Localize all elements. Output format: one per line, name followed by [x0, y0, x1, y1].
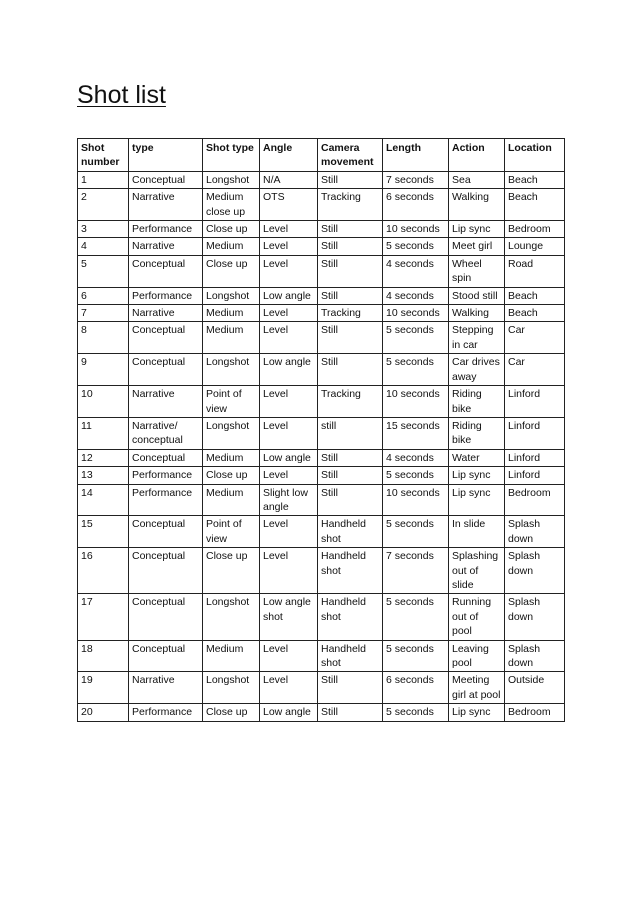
- cell-shot-type: Longshot: [203, 354, 260, 386]
- cell-shot-type: Longshot: [203, 287, 260, 304]
- cell-length: 10 seconds: [383, 484, 449, 516]
- cell-angle: Level: [260, 417, 318, 449]
- cell-shot-number: 3: [78, 221, 129, 238]
- table-row: [78, 704, 565, 721]
- cell-angle: Low angle: [260, 449, 318, 466]
- table-row: [78, 305, 565, 322]
- cell-action: Walking: [449, 189, 505, 221]
- table-row: [78, 238, 565, 255]
- cell-shot-number: 9: [78, 354, 129, 386]
- cell-angle: Level: [260, 467, 318, 484]
- cell-action: Sea: [449, 171, 505, 188]
- cell-action: Meeting girl at pool: [449, 672, 505, 704]
- cell-shot-type: Close up: [203, 704, 260, 721]
- cell-type: Conceptual: [129, 516, 203, 548]
- cell-shot-type: Longshot: [203, 594, 260, 640]
- cell-action: Running out of pool: [449, 594, 505, 640]
- cell-angle: Level: [260, 548, 318, 594]
- cell-action: Car drives away: [449, 354, 505, 386]
- table-row: [78, 672, 565, 704]
- cell-camera-movement: Still: [318, 354, 383, 386]
- table-row: [78, 255, 565, 287]
- cell-action: Wheel spin: [449, 255, 505, 287]
- table-row: [78, 322, 565, 354]
- cell-action: Lip sync: [449, 484, 505, 516]
- cell-camera-movement: Handheld shot: [318, 516, 383, 548]
- cell-length: 10 seconds: [383, 221, 449, 238]
- cell-shot-number: 2: [78, 189, 129, 221]
- cell-shot-number: 10: [78, 386, 129, 418]
- cell-camera-movement: Still: [318, 255, 383, 287]
- cell-location: Bedroom: [505, 484, 565, 516]
- cell-type: Performance: [129, 484, 203, 516]
- cell-type: Performance: [129, 704, 203, 721]
- cell-length: 15 seconds: [383, 417, 449, 449]
- cell-location: Car: [505, 322, 565, 354]
- cell-shot-number: 13: [78, 467, 129, 484]
- cell-type: Narrative: [129, 305, 203, 322]
- cell-type: Narrative/ conceptual: [129, 417, 203, 449]
- cell-length: 4 seconds: [383, 449, 449, 466]
- shot-list-table: [77, 138, 565, 722]
- cell-location: Bedroom: [505, 704, 565, 721]
- table-row: [78, 287, 565, 304]
- cell-camera-movement: Handheld shot: [318, 548, 383, 594]
- cell-camera-movement: Still: [318, 171, 383, 188]
- cell-shot-type: Medium: [203, 305, 260, 322]
- cell-shot-type: Close up: [203, 548, 260, 594]
- cell-shot-number: 20: [78, 704, 129, 721]
- cell-type: Conceptual: [129, 594, 203, 640]
- cell-type: Narrative: [129, 386, 203, 418]
- cell-action: Lip sync: [449, 221, 505, 238]
- cell-camera-movement: Still: [318, 449, 383, 466]
- cell-length: 4 seconds: [383, 287, 449, 304]
- cell-action: Splashing out of slide: [449, 548, 505, 594]
- cell-shot-type: Longshot: [203, 417, 260, 449]
- cell-angle: Level: [260, 386, 318, 418]
- cell-shot-type: Point of view: [203, 386, 260, 418]
- cell-location: Linford: [505, 449, 565, 466]
- cell-length: 10 seconds: [383, 305, 449, 322]
- table-row: [78, 386, 565, 418]
- cell-length: 4 seconds: [383, 255, 449, 287]
- cell-shot-type: Medium: [203, 322, 260, 354]
- cell-angle: Level: [260, 305, 318, 322]
- cell-type: Conceptual: [129, 171, 203, 188]
- cell-length: 6 seconds: [383, 672, 449, 704]
- table-row: [78, 221, 565, 238]
- cell-action: Leaving pool: [449, 640, 505, 672]
- header-angle: Angle: [260, 139, 318, 172]
- cell-length: 10 seconds: [383, 386, 449, 418]
- cell-shot-type: Close up: [203, 467, 260, 484]
- cell-camera-movement: still: [318, 417, 383, 449]
- cell-shot-number: 14: [78, 484, 129, 516]
- header-location: Location: [505, 139, 565, 172]
- table-body: [78, 171, 565, 721]
- cell-camera-movement: Tracking: [318, 305, 383, 322]
- cell-shot-type: Close up: [203, 255, 260, 287]
- cell-shot-number: 1: [78, 171, 129, 188]
- table-row: [78, 594, 565, 640]
- cell-action: Riding bike: [449, 386, 505, 418]
- cell-shot-type: Medium: [203, 449, 260, 466]
- table-row: [78, 548, 565, 594]
- cell-camera-movement: Still: [318, 221, 383, 238]
- cell-shot-number: 11: [78, 417, 129, 449]
- table-header-row: [78, 139, 565, 172]
- cell-length: 5 seconds: [383, 594, 449, 640]
- cell-camera-movement: Still: [318, 672, 383, 704]
- cell-location: Linford: [505, 417, 565, 449]
- cell-action: Walking: [449, 305, 505, 322]
- cell-length: 6 seconds: [383, 189, 449, 221]
- cell-angle: Low angle shot: [260, 594, 318, 640]
- cell-location: Bedroom: [505, 221, 565, 238]
- cell-shot-number: 7: [78, 305, 129, 322]
- cell-angle: Low angle: [260, 287, 318, 304]
- cell-angle: Level: [260, 672, 318, 704]
- cell-length: 7 seconds: [383, 548, 449, 594]
- cell-length: 5 seconds: [383, 704, 449, 721]
- cell-length: 5 seconds: [383, 640, 449, 672]
- cell-location: Beach: [505, 171, 565, 188]
- cell-camera-movement: Tracking: [318, 189, 383, 221]
- cell-angle: Level: [260, 238, 318, 255]
- cell-shot-number: 15: [78, 516, 129, 548]
- cell-shot-number: 12: [78, 449, 129, 466]
- cell-location: Linford: [505, 467, 565, 484]
- cell-camera-movement: Still: [318, 467, 383, 484]
- cell-angle: N/A: [260, 171, 318, 188]
- cell-length: 5 seconds: [383, 516, 449, 548]
- cell-length: 5 seconds: [383, 322, 449, 354]
- cell-angle: Slight low angle: [260, 484, 318, 516]
- cell-type: Conceptual: [129, 255, 203, 287]
- cell-action: Riding bike: [449, 417, 505, 449]
- table-row: [78, 516, 565, 548]
- cell-type: Conceptual: [129, 548, 203, 594]
- cell-type: Conceptual: [129, 354, 203, 386]
- cell-type: Narrative: [129, 189, 203, 221]
- cell-angle: Low angle: [260, 354, 318, 386]
- cell-location: Beach: [505, 305, 565, 322]
- table-row: [78, 640, 565, 672]
- cell-action: In slide: [449, 516, 505, 548]
- cell-shot-number: 19: [78, 672, 129, 704]
- cell-type: Performance: [129, 287, 203, 304]
- cell-shot-type: Longshot: [203, 672, 260, 704]
- cell-camera-movement: Handheld shot: [318, 594, 383, 640]
- cell-camera-movement: Still: [318, 484, 383, 516]
- table-row: [78, 189, 565, 221]
- table-row: [78, 354, 565, 386]
- table-row: [78, 449, 565, 466]
- table-row: [78, 171, 565, 188]
- cell-location: Linford: [505, 386, 565, 418]
- page-title: Shot list: [77, 81, 166, 109]
- cell-location: Splash down: [505, 640, 565, 672]
- table-row: [78, 467, 565, 484]
- cell-length: 5 seconds: [383, 238, 449, 255]
- header-length: Length: [383, 139, 449, 172]
- cell-angle: OTS: [260, 189, 318, 221]
- cell-shot-type: Longshot: [203, 171, 260, 188]
- cell-type: Narrative: [129, 238, 203, 255]
- cell-shot-type: Medium: [203, 238, 260, 255]
- cell-shot-number: 6: [78, 287, 129, 304]
- cell-location: Car: [505, 354, 565, 386]
- table-row: [78, 417, 565, 449]
- cell-length: 7 seconds: [383, 171, 449, 188]
- cell-shot-number: 16: [78, 548, 129, 594]
- header-camera-movement: Camera movement: [318, 139, 383, 172]
- cell-length: 5 seconds: [383, 354, 449, 386]
- cell-shot-number: 5: [78, 255, 129, 287]
- header-shot-type: Shot type: [203, 139, 260, 172]
- header-type: type: [129, 139, 203, 172]
- cell-location: Beach: [505, 287, 565, 304]
- cell-shot-type: Medium close up: [203, 189, 260, 221]
- cell-action: Water: [449, 449, 505, 466]
- cell-location: Beach: [505, 189, 565, 221]
- cell-angle: Low angle: [260, 704, 318, 721]
- cell-camera-movement: Still: [318, 287, 383, 304]
- cell-action: Lip sync: [449, 467, 505, 484]
- cell-length: 5 seconds: [383, 467, 449, 484]
- cell-location: Splash down: [505, 594, 565, 640]
- cell-angle: Level: [260, 640, 318, 672]
- cell-location: Outside: [505, 672, 565, 704]
- cell-type: Narrative: [129, 672, 203, 704]
- cell-type: Conceptual: [129, 640, 203, 672]
- cell-shot-type: Medium: [203, 484, 260, 516]
- cell-camera-movement: Still: [318, 322, 383, 354]
- cell-camera-movement: Handheld shot: [318, 640, 383, 672]
- cell-action: Stepping in car: [449, 322, 505, 354]
- cell-action: Lip sync: [449, 704, 505, 721]
- header-shot-number: Shot number: [78, 139, 129, 172]
- cell-shot-type: Medium: [203, 640, 260, 672]
- cell-angle: Level: [260, 516, 318, 548]
- cell-camera-movement: Still: [318, 238, 383, 255]
- cell-location: Road: [505, 255, 565, 287]
- cell-angle: Level: [260, 322, 318, 354]
- header-action: Action: [449, 139, 505, 172]
- cell-camera-movement: Still: [318, 704, 383, 721]
- cell-type: Conceptual: [129, 449, 203, 466]
- cell-shot-number: 4: [78, 238, 129, 255]
- cell-shot-type: Close up: [203, 221, 260, 238]
- cell-type: Performance: [129, 221, 203, 238]
- cell-angle: Level: [260, 221, 318, 238]
- cell-action: Stood still: [449, 287, 505, 304]
- cell-shot-number: 17: [78, 594, 129, 640]
- cell-shot-number: 8: [78, 322, 129, 354]
- cell-action: Meet girl: [449, 238, 505, 255]
- table-row: [78, 484, 565, 516]
- cell-angle: Level: [260, 255, 318, 287]
- cell-camera-movement: Tracking: [318, 386, 383, 418]
- cell-type: Performance: [129, 467, 203, 484]
- cell-location: Lounge: [505, 238, 565, 255]
- cell-shot-type: Point of view: [203, 516, 260, 548]
- cell-location: Splash down: [505, 548, 565, 594]
- cell-type: Conceptual: [129, 322, 203, 354]
- cell-shot-number: 18: [78, 640, 129, 672]
- cell-location: Splash down: [505, 516, 565, 548]
